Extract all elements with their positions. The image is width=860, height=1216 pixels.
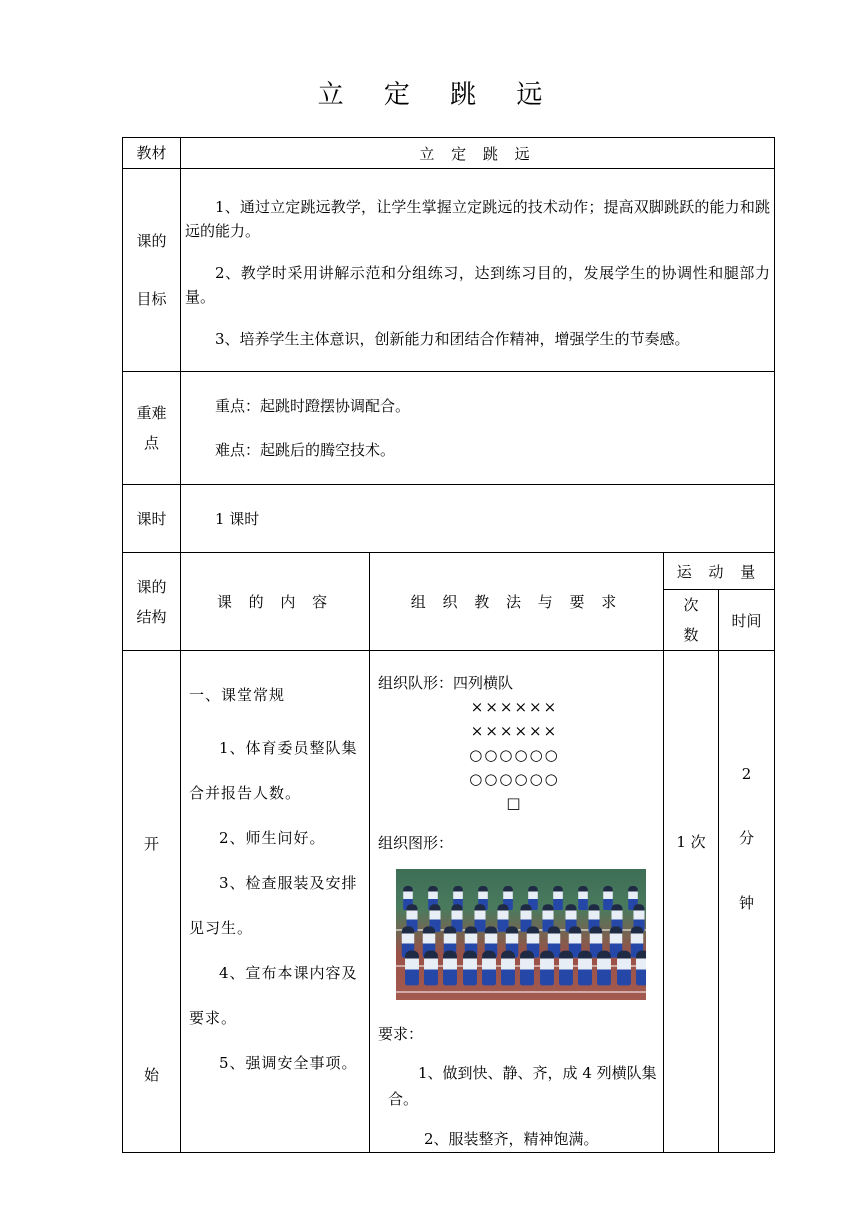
requirements-label: 要求： — [378, 1025, 424, 1043]
content-item-3: 3、检查服装及安排见习生。 — [189, 874, 358, 937]
requirement-1: 1、做到快、静、齐，成 4 列横队集合。 — [388, 1064, 657, 1108]
photo-student-figure — [578, 951, 592, 986]
goals-label — [123, 169, 181, 372]
material-row — [123, 138, 775, 169]
photo-student-figure — [553, 886, 563, 910]
times-header — [664, 590, 719, 651]
organization-header: 组 织 教 法 与 要 求 — [370, 553, 664, 651]
hours-value-cell — [181, 485, 775, 553]
teacher-position: □ — [506, 794, 523, 812]
photo-student-figure — [540, 951, 554, 986]
stage-cell — [123, 651, 181, 1153]
content-header: 课 的 内 容 — [181, 553, 370, 651]
key-points-label — [123, 372, 181, 485]
goal-item-2: 2、教学时采用讲解示范和分组练习，达到练习目的，发展学生的协调性和腿部力量。 — [185, 264, 770, 306]
key-point-focus: 重点：起跳时蹬摆协调配合。 — [215, 397, 411, 415]
lesson-plan-table — [122, 137, 775, 1153]
goals-label-line1: 课的 — [136, 232, 167, 250]
photo-student-figure — [559, 951, 573, 986]
formation-row-4: ○○○○○○ — [469, 770, 560, 788]
photo-student-figure — [501, 951, 515, 986]
content-item-5: 5、强调安全事项。 — [219, 1054, 358, 1072]
goal-item-1: 1、通过立定跳远教学，让学生掌握立定跳远的技术动作；提高双脚跳跃的能力和跳远的能力。 — [185, 198, 770, 240]
key-point-difficulty: 难点：起跳后的腾空技术。 — [215, 441, 396, 459]
stage-char-1: 开 — [143, 835, 159, 853]
material-value: 立 定 跳 远 — [181, 138, 775, 169]
structure-label-line1: 课的 — [136, 577, 167, 596]
structure-label — [123, 553, 181, 651]
content-item-4: 4、宣布本课内容及要求。 — [189, 964, 358, 1027]
times-header-line2: 数 — [683, 626, 699, 644]
stage-char-2: 始 — [143, 1066, 159, 1084]
hours-value: 1 课时 — [215, 509, 260, 528]
content-item-2: 2、师生问好。 — [219, 829, 326, 847]
goal-item-3: 3、培养学生主体意识，创新能力和团结合作精神，增强学生的节奏感。 — [215, 330, 690, 348]
times-cell — [664, 651, 719, 1153]
material-label: 教材 — [123, 138, 181, 169]
time-char-1: 2 — [741, 765, 752, 783]
photo-student-figure — [405, 951, 419, 986]
goals-row — [123, 169, 775, 372]
time-char-3: 钟 — [738, 894, 754, 912]
photo-student-figure — [636, 951, 646, 986]
key-points-row — [123, 372, 775, 485]
formation-row-1: ×××××× — [470, 698, 559, 716]
formation-row-2: ×××××× — [470, 722, 559, 740]
photo-student-figure — [520, 951, 534, 986]
photo-student-figure — [578, 886, 588, 910]
photo-student-figure — [443, 951, 457, 986]
times-value: 1 次 — [676, 833, 706, 851]
content-heading: 一、课堂常规 — [189, 686, 286, 704]
time-cell — [719, 651, 775, 1153]
content-item-1: 1、体育委员整队集合并报告人数。 — [189, 739, 358, 802]
key-points-label-line2: 点 — [143, 434, 159, 452]
formation-diagram — [372, 695, 657, 815]
start-section-row — [123, 651, 775, 1153]
structure-header-row-1 — [123, 553, 775, 590]
photo-student-figure — [482, 951, 496, 986]
photo-student-figure — [424, 951, 438, 986]
page-title: 立 定 跳 远 — [317, 80, 559, 110]
formation-row-3: ○○○○○○ — [469, 746, 560, 764]
time-header: 时间 — [719, 590, 775, 651]
key-points-content — [181, 372, 775, 485]
organization-cell — [370, 651, 664, 1153]
goals-content — [181, 169, 775, 372]
times-header-line1: 次 — [683, 596, 699, 614]
key-points-label-line1: 重难 — [136, 404, 167, 422]
photo-student-figure — [597, 951, 611, 986]
hours-row — [123, 485, 775, 553]
time-char-2: 分 — [738, 829, 754, 847]
load-header: 运 动 量 — [664, 553, 775, 590]
hours-label: 课时 — [123, 485, 181, 553]
requirement-2: 2、服装整齐，精神饱满。 — [424, 1130, 599, 1148]
structure-label-line2: 结构 — [136, 607, 167, 626]
content-cell — [181, 651, 370, 1153]
diagram-label: 组织图形： — [378, 834, 454, 852]
class-formation-photo — [396, 869, 646, 1000]
photo-student-figure — [463, 951, 477, 986]
goals-label-line2: 目标 — [136, 290, 167, 308]
photo-student-figure — [617, 951, 631, 986]
formation-label: 组织队形：四列横队 — [378, 674, 514, 692]
